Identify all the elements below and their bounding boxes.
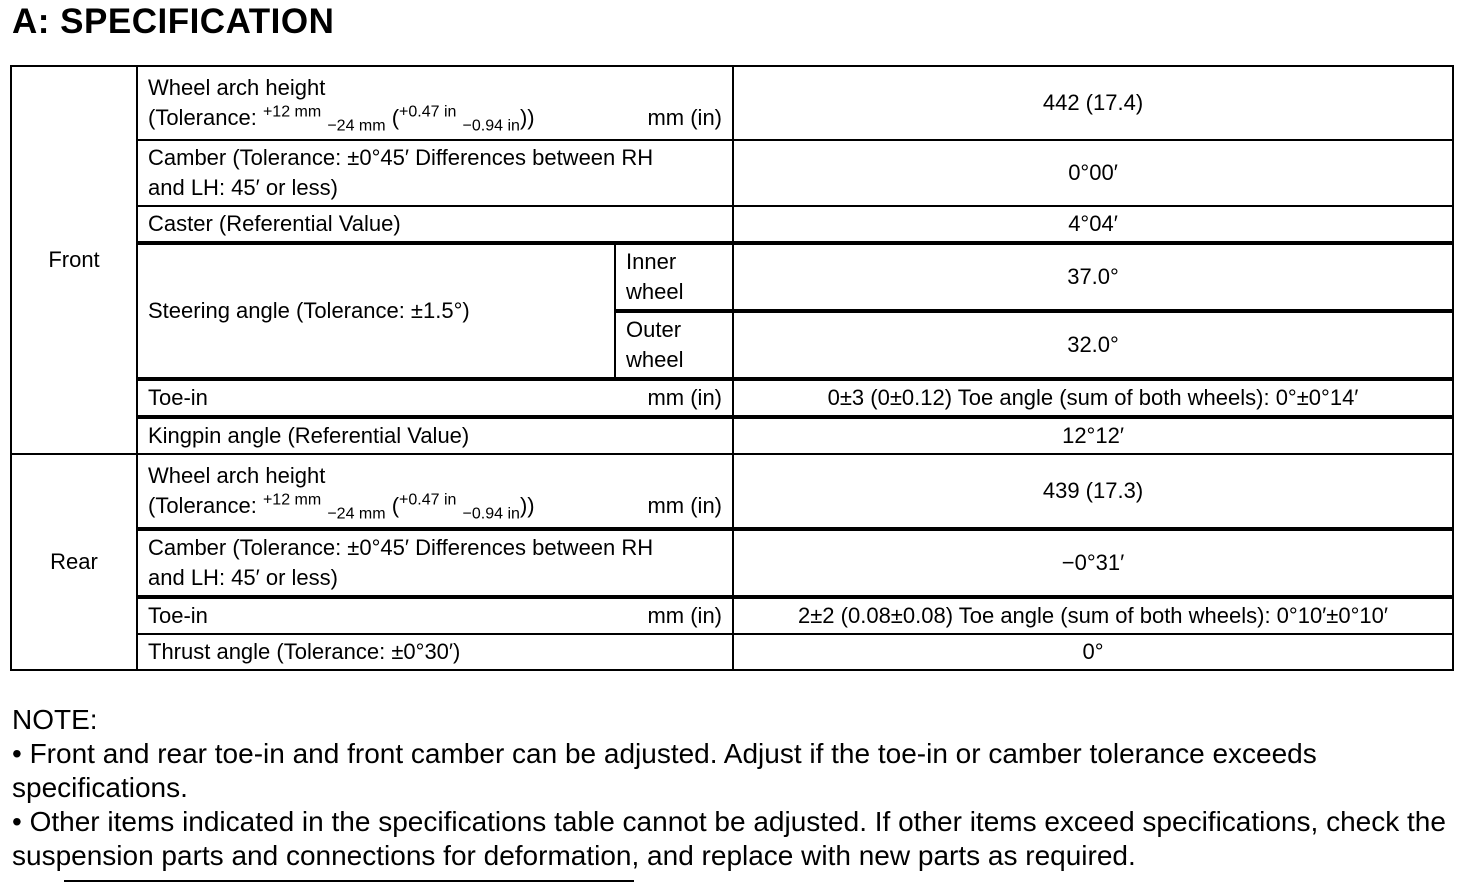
rear-toe-in-label: Toe-in xyxy=(148,603,208,628)
front-steering-inner-label: Inner wheel xyxy=(615,243,733,311)
rear-toe-in-value: 2±2 (0.08±0.08) Toe angle (sum of both wheels): 0°10′±0°10′ xyxy=(733,597,1453,634)
front-group-label: Front xyxy=(11,66,137,454)
note-heading: NOTE: xyxy=(12,704,98,735)
front-kingpin-row xyxy=(11,417,1453,454)
front-steering-outer-label: Outer wheel xyxy=(615,311,733,379)
front-kingpin-value: 12°12′ xyxy=(733,417,1453,454)
rear-toe-in-param xyxy=(137,597,733,634)
front-toe-in-value: 0±3 (0±0.12) Toe angle (sum of both wheels): 0°±0°14′ xyxy=(733,379,1453,417)
rear-wheel-arch-value: 439 (17.3) xyxy=(733,454,1453,529)
front-camber-row xyxy=(11,140,1453,206)
front-wheel-arch-unit: mm (in) xyxy=(647,105,723,130)
rear-wheel-arch-unit: mm (in) xyxy=(647,493,723,518)
rear-camber-param: Camber (Tolerance: ±0°45′ Differences between RH and LH: 45′ or less) xyxy=(137,529,733,597)
specification-table xyxy=(10,65,1454,671)
front-steering-inner-value: 37.0° xyxy=(733,243,1453,311)
rear-toe-in-unit: mm (in) xyxy=(647,603,723,628)
front-steering-inner-row xyxy=(11,243,1453,311)
rear-wheel-arch-row xyxy=(11,454,1453,529)
front-toe-in-label: Toe-in xyxy=(148,385,208,410)
bottom-divider xyxy=(64,880,634,882)
front-caster-value: 4°04′ xyxy=(733,206,1453,243)
rear-camber-value: −0°31′ xyxy=(733,529,1453,597)
rear-thrust-value: 0° xyxy=(733,634,1453,670)
rear-thrust-row xyxy=(11,634,1453,670)
front-caster-label: Caster (Referential Value) xyxy=(137,206,733,243)
front-wheel-arch-row xyxy=(11,66,1453,140)
rear-toe-in-row xyxy=(11,597,1453,634)
front-wheel-arch-param xyxy=(137,66,733,140)
rear-wheel-arch-param xyxy=(137,454,733,529)
front-toe-in-row xyxy=(11,379,1453,417)
rear-camber-row xyxy=(11,529,1453,597)
front-wheel-arch-label: Wheel arch height xyxy=(148,75,326,100)
front-toe-in-param xyxy=(137,379,733,417)
front-steering-label: Steering angle (Tolerance: ±1.5°) xyxy=(137,243,615,379)
front-toe-in-unit: mm (in) xyxy=(647,385,723,410)
front-steering-outer-value: 32.0° xyxy=(733,311,1453,379)
front-kingpin-label: Kingpin angle (Referential Value) xyxy=(137,417,733,454)
front-caster-row xyxy=(11,206,1453,243)
note-bullet-1: • Front and rear toe-in and front camber can be adjusted. Adjust if the toe-in or camber tolerance exceeds specifications. xyxy=(12,738,1317,803)
rear-wheel-arch-tolerance: (Tolerance: $^{+12 mm}$ $_{-24 mm}$ ($^{+0.47 in}$ $_{-0.94 in}$)) mm (in) xyxy=(148,491,723,523)
front-wheel-arch-tolerance: (Tolerance: $^{+12 mm}$ $_{-24 mm}$ ($^{+0.47 in}$ $_{-0.94 in}$)) mm (in) xyxy=(148,103,723,135)
rear-group-label: Rear xyxy=(11,454,137,670)
section-title: A: SPECIFICATION xyxy=(12,2,335,41)
front-wheel-arch-value: 442 (17.4) xyxy=(733,66,1453,140)
note-block xyxy=(12,703,1462,873)
rear-wheel-arch-label: Wheel arch height xyxy=(148,463,326,488)
front-camber-value: 0°00′ xyxy=(733,140,1453,206)
rear-thrust-label: Thrust angle (Tolerance: ±0°30′) xyxy=(137,634,733,670)
note-bullet-2: • Other items indicated in the specifications table cannot be adjusted. If other items exceed specifications, check the suspension parts and connections for deformation, and replace with new parts as required. xyxy=(12,806,1446,871)
front-camber-param: Camber (Tolerance: ±0°45′ Differences between RH and LH: 45′ or less) xyxy=(137,140,733,206)
